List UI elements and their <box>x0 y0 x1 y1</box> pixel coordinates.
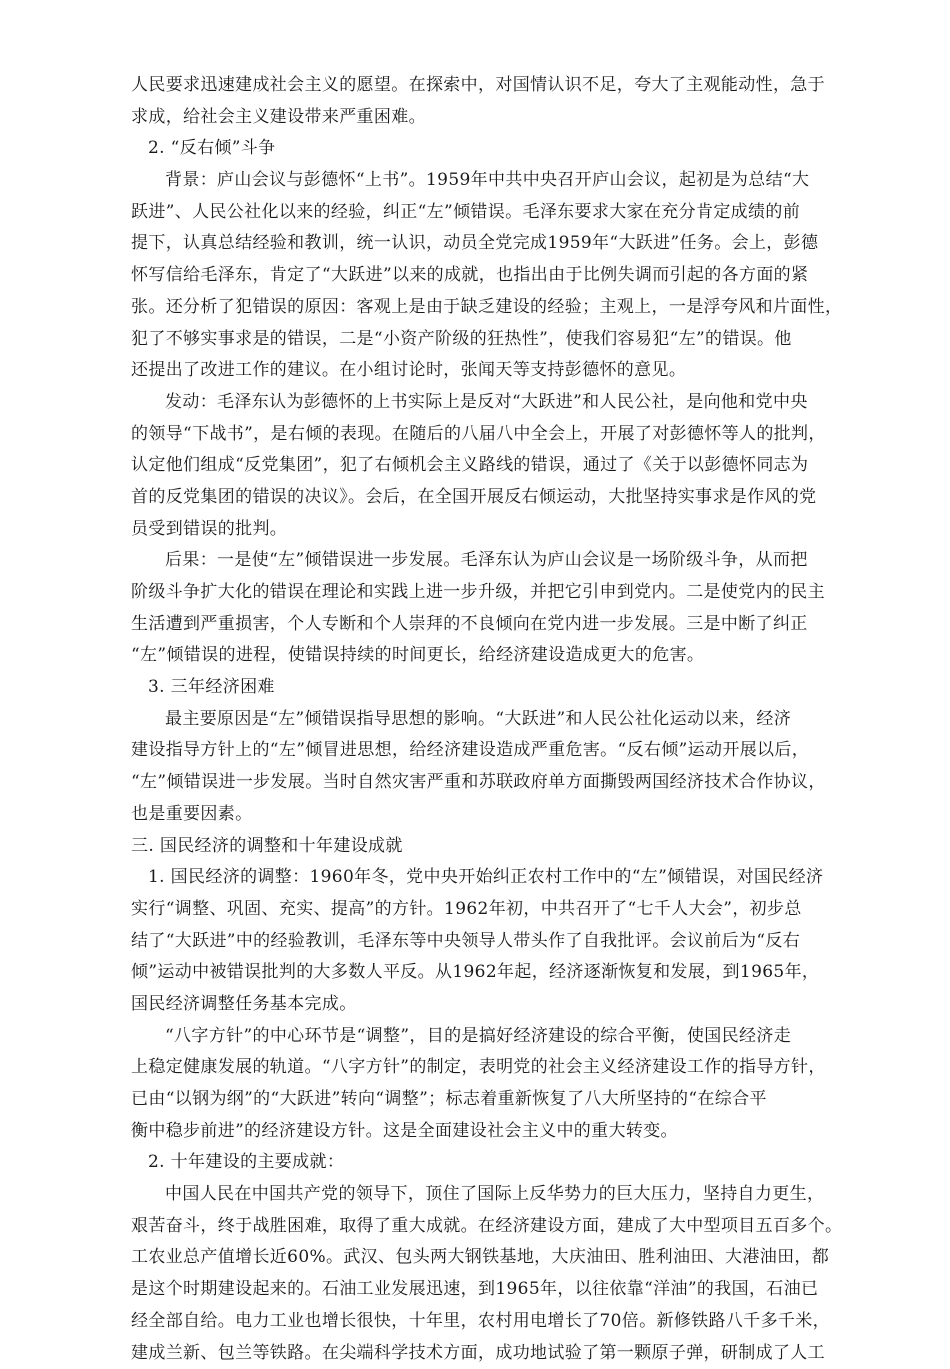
text-line: 犯了不够实事求是的错误，二是“小资产阶级的狂热性”，使我们容易犯“左”的错误。他 <box>131 324 826 356</box>
text-line: 提下，认真总结经验和教训，统一认识，动员全党完成1959年“大跃进”任务。会上，彭德 <box>131 228 826 260</box>
text-line: 建设指导方针上的“左”倾冒进思想，给经济建设造成严重危害。“反右倾”运动开展以后， <box>131 735 826 767</box>
text-line: 已由“以钢为纲”的“大跃进”转向“调整”；标志着重新恢复了八大所坚持的“在综合平 <box>131 1084 826 1116</box>
text-line: 2. “反右倾”斗争 <box>131 133 826 165</box>
document-page <box>131 70 826 1369</box>
text-line: 的领导“下战书”，是右倾的表现。在随后的八届八中全会上，开展了对彭德怀等人的批判， <box>131 419 826 451</box>
text-line: “左”倾错误进一步发展。当时自然灾害严重和苏联政府单方面撕毁两国经济技术合作协议， <box>131 767 826 799</box>
text-line: 生活遭到严重损害，个人专断和个人崇拜的不良倾向在党内进一步发展。三是中断了纠正 <box>131 609 826 641</box>
text-line: 发动：毛泽东认为彭德怀的上书实际上是反对“大跃进”和人民公社，是向他和党中央 <box>131 387 826 419</box>
text-line: 还提出了改进工作的建议。在小组讨论时，张闻天等支持彭德怀的意见。 <box>131 355 826 387</box>
text-line: 首的反党集团的错误的决议》。会后，在全国开展反右倾运动，大批坚持实事求是作风的党 <box>131 482 826 514</box>
text-line: 跃进”、人民公社化以来的经验，纠正“左”倾错误。毛泽东要求大家在充分肯定成绩的前 <box>131 197 826 229</box>
text-line: 是这个时期建设起来的。石油工业发展迅速，到1965年，以往依靠“洋油”的我国，石油已 <box>131 1274 826 1306</box>
text-line: 3. 三年经济困难 <box>131 672 826 704</box>
text-line: 实行“调整、巩固、充实、提高”的方针。1962年初，中共召开了“七千人大会”，初步总 <box>131 894 826 926</box>
text-line: 艰苦奋斗，终于战胜困难，取得了重大成就。在经济建设方面，建成了大中型项目五百多个。 <box>131 1211 826 1243</box>
text-line: 衡中稳步前进”的经济建设方针。这是全面建设社会主义中的重大转变。 <box>131 1116 826 1148</box>
text-line: 人民要求迅速建成社会主义的愿望。在探索中，对国情认识不足，夸大了主观能动性，急于 <box>131 70 826 102</box>
text-line: 中国人民在中国共产党的领导下，顶住了国际上反华势力的巨大压力，坚持自力更生， <box>131 1179 826 1211</box>
text-line: 最主要原因是“左”倾错误指导思想的影响。“大跃进”和人民公社化运动以来，经济 <box>131 704 826 736</box>
text-line: 倾”运动中被错误批判的大多数人平反。从1962年起，经济逐渐恢复和发展，到1965年， <box>131 957 826 989</box>
text-line: 上稳定健康发展的轨道。“八字方针”的制定，表明党的社会主义经济建设工作的指导方针， <box>131 1052 826 1084</box>
text-line: 张。还分析了犯错误的原因：客观上是由于缺乏建设的经验；主观上，一是浮夸风和片面性， <box>131 292 826 324</box>
text-line: 2. 十年建设的主要成就： <box>131 1147 826 1179</box>
text-line: 建成兰新、包兰等铁路。在尖端科学技术方面，成功地试验了第一颗原子弹，研制成了人工 <box>131 1338 826 1369</box>
text-line: 员受到错误的批判。 <box>131 514 826 546</box>
text-line: 背景：庐山会议与彭德怀“上书”。1959年中共中央召开庐山会议，起初是为总结“大 <box>131 165 826 197</box>
text-line: 也是重要因素。 <box>131 799 826 831</box>
text-line: 国民经济调整任务基本完成。 <box>131 989 826 1021</box>
text-line: 结了“大跃进”中的经验教训，毛泽东等中央领导人带头作了自我批评。会议前后为“反右 <box>131 926 826 958</box>
text-line: “左”倾错误的进程，使错误持续的时间更长，给经济建设造成更大的危害。 <box>131 640 826 672</box>
text-line: 工农业总产值增长近60%。武汉、包头两大钢铁基地，大庆油田、胜利油田、大港油田，都 <box>131 1242 826 1274</box>
text-line: 后果：一是使“左”倾错误进一步发展。毛泽东认为庐山会议是一场阶级斗争，从而把 <box>131 545 826 577</box>
text-line: “八字方针”的中心环节是“调整”，目的是搞好经济建设的综合平衡，使国民经济走 <box>131 1021 826 1053</box>
text-line: 经全部自给。电力工业也增长很快，十年里，农村用电增长了70倍。新修铁路八千多千米， <box>131 1306 826 1338</box>
text-line: 认定他们组成“反党集团”，犯了右倾机会主义路线的错误，通过了《关于以彭德怀同志为 <box>131 450 826 482</box>
text-line: 1. 国民经济的调整：1960年冬，党中央开始纠正农村工作中的“左”倾错误，对国民经济 <box>131 862 826 894</box>
text-line: 求成，给社会主义建设带来严重困难。 <box>131 102 826 134</box>
text-line: 怀写信给毛泽东，肯定了“大跃进”以来的成就，也指出由于比例失调而引起的各方面的紧 <box>131 260 826 292</box>
text-line: 阶级斗争扩大化的错误在理论和实践上进一步升级，并把它引申到党内。二是使党内的民主 <box>131 577 826 609</box>
text-line: 三. 国民经济的调整和十年建设成就 <box>131 831 826 863</box>
